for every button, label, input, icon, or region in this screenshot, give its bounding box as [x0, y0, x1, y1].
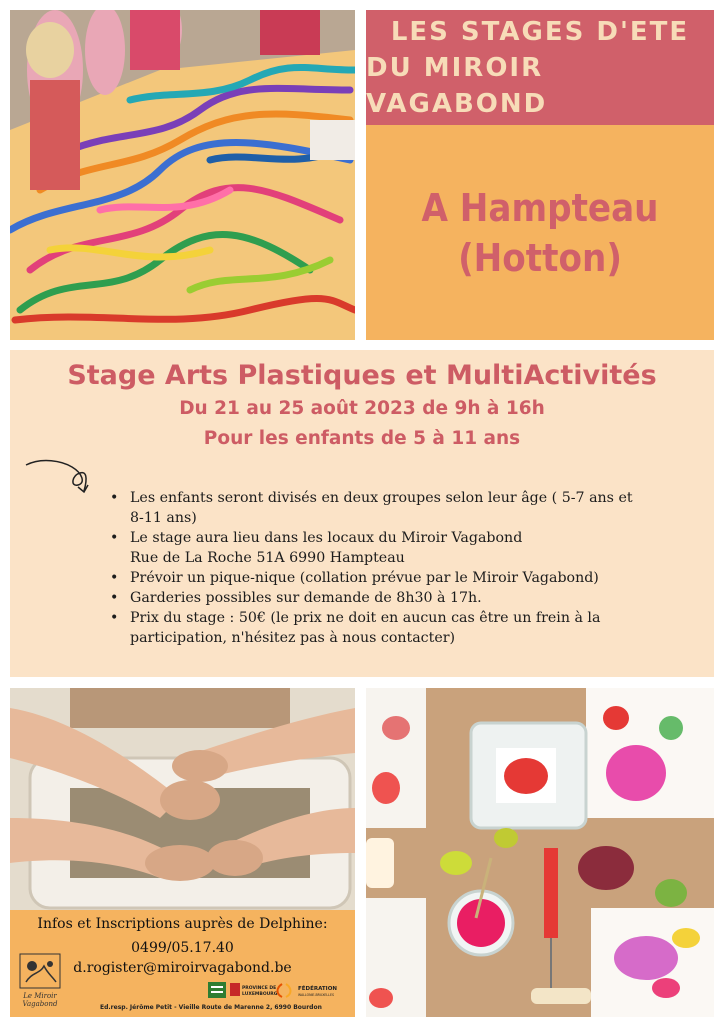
list-item: • Garderies possibles sur demande de 8h30 à 17h. — [110, 588, 650, 608]
location-line-2: (Hotton) — [458, 235, 622, 280]
contact-panel — [10, 910, 355, 1017]
svg-text:LUXEMBOURG: LUXEMBOURG — [242, 992, 278, 997]
svg-text:FÉDÉRATION: FÉDÉRATION — [298, 986, 337, 992]
stage-title: Stage Arts Plastiques et MultiActivités — [67, 360, 657, 391]
info-panel — [10, 350, 714, 677]
location-line-1: A Hampteau — [421, 185, 659, 230]
location-banner — [366, 125, 714, 340]
photo-children-painting — [10, 10, 355, 340]
list-item: • Les enfants seront divisés en deux groupes selon leur âge ( 5-7 ans et 8-11 ans) — [110, 488, 650, 528]
svg-text:PROVINCE DE: PROVINCE DE — [242, 986, 277, 991]
photo-hands-clay — [10, 688, 355, 910]
stage-dates: Du 21 au 25 août 2023 de 9h à 16h — [179, 398, 545, 419]
list-item: • Prix du stage : 50€ (le prix ne doit en aucun cas être un frein à la participation, n'hésitez pas à nous contacter) — [110, 608, 650, 648]
title-banner — [366, 10, 714, 125]
title-line-2: DU MIROIR VAGABOND — [366, 52, 548, 119]
hotton-logo-icon — [208, 982, 226, 998]
editor-responsible: Ed.resp. Jérôme Petit - Vieille Route de Marenne 2, 6990 Bourdon — [100, 1004, 322, 1011]
title-line-1: LES STAGES D'ETE — [390, 16, 690, 47]
stage-ages: Pour les enfants de 5 à 11 ans — [203, 428, 521, 449]
contact-email: d.rogister@miroirvagabond.be — [73, 960, 292, 976]
list-item: • Le stage aura lieu dans les locaux du Miroir Vagabond Rue de La Roche 51A 6990 Hampteau — [110, 528, 650, 568]
address-line: Rue de La Roche 51A 6990 Hampteau — [130, 550, 405, 566]
federation-logo-icon — [278, 984, 283, 997]
list-item: • Prévoir un pique-nique (collation prévue par le Miroir Vagabond) — [110, 568, 650, 588]
photo-leaf-paintings — [366, 688, 714, 1017]
logo-caption: Le Miroir Vagabond — [22, 992, 58, 1008]
contact-phone: 0499/05.17.40 — [131, 940, 234, 956]
curved-arrow-icon — [22, 455, 97, 495]
province-shield-icon — [230, 983, 240, 996]
sponsor-logos — [208, 980, 353, 1000]
svg-text:WALLONIE-BRUXELLES: WALLONIE-BRUXELLES — [298, 993, 334, 997]
details-list — [110, 488, 650, 648]
contact-title: Infos et Inscriptions auprès de Delphine: — [37, 916, 328, 932]
